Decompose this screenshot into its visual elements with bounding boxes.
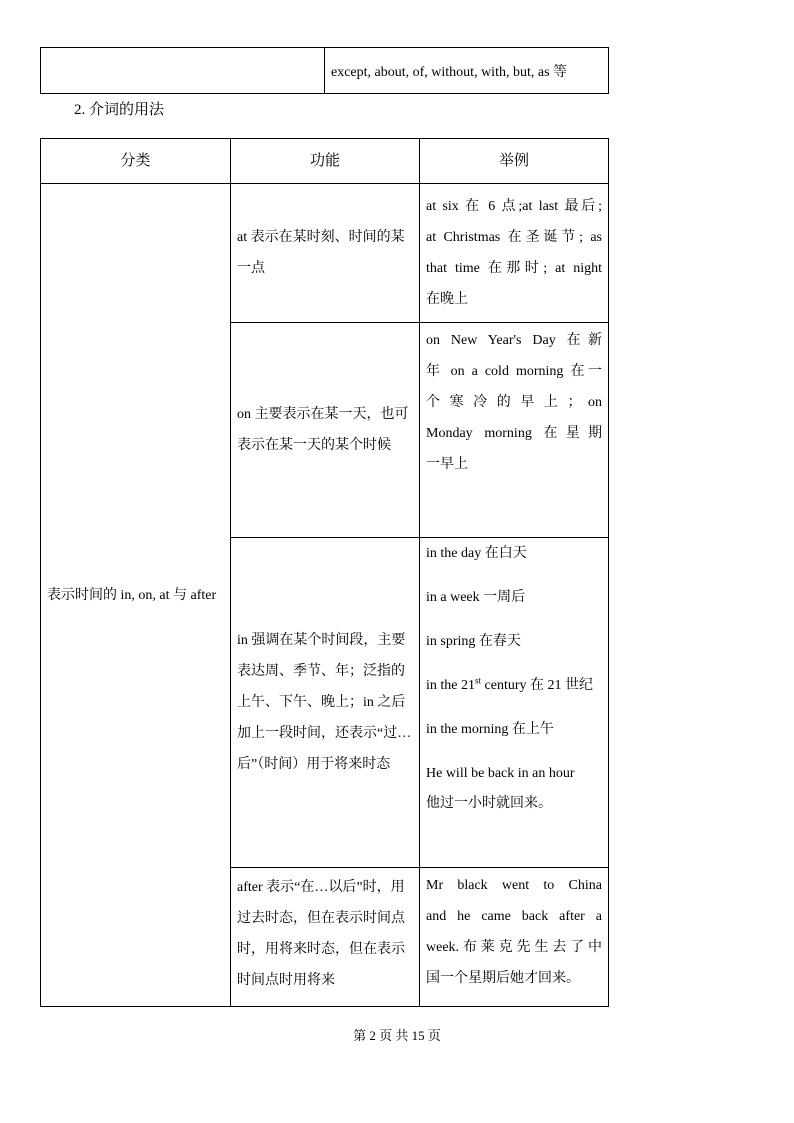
function-text: after 表示“在…以后”时，用过去时态，但在表示时间点时，用将来时态，但在表示时间点时用将来 [237, 880, 405, 988]
table-row [41, 48, 609, 94]
page-footer: 第 2 页 共 15 页 [353, 1028, 441, 1043]
table-header-row [41, 139, 609, 184]
example-line: in the 21st century 在 21 世纪 [426, 675, 593, 693]
example-line: on New Year's Day 在新 [426, 333, 602, 348]
category-cell: 表示时间的 in, on, at 与 after [41, 184, 231, 1007]
function-cell: at 表示在某时刻、时间的某一点 [231, 184, 420, 323]
example-line: Monday morning 在星期 [426, 426, 602, 441]
column-header: 分类 [41, 139, 231, 184]
example-line: at Christmas 在圣诞节; as [426, 230, 602, 245]
example-cell [420, 538, 609, 868]
example-line: 个 寒 冷 的 早 上 ； on [426, 395, 602, 410]
function-cell: on 主要表示在某一天，也可表示在某一天的某个时候 [231, 323, 420, 538]
top-table [40, 47, 609, 94]
example-line: that time 在那时; at night [426, 261, 602, 276]
example-line: 一早上 [426, 457, 468, 472]
example-line: 他过一小时就回来。 [426, 796, 552, 811]
preposition-table [40, 138, 609, 1007]
example-line: in the morning 在上午 [426, 722, 554, 737]
example-line: at six 在 6 点;at last 最后; [426, 199, 602, 214]
table-cell [41, 48, 325, 94]
example-cell [420, 868, 609, 1007]
column-header: 举例 [420, 139, 609, 184]
function-cell: in 强调在某个时间段，主要表达周、季节、年；泛指的上午、下午、晚上；in 之后加上一段时间，还表示“过…后”（时间）用于将来时态 [231, 538, 420, 868]
table-cell: except, about, of, without, with, but, as 等 [325, 48, 609, 94]
example-line: 年 on a cold morning 在一 [426, 364, 602, 379]
example-line: in the day 在白天 [426, 546, 527, 561]
example-line: in a week 一周后 [426, 590, 526, 605]
example-line: He will be back in an hour [426, 766, 575, 781]
example-cell [420, 184, 609, 323]
example-cell [420, 323, 609, 538]
column-header: 功能 [231, 139, 420, 184]
example-line: 国一个星期后她才回来。 [426, 971, 580, 986]
table-row [41, 184, 609, 323]
example-line: in spring 在春天 [426, 634, 521, 649]
function-cell [231, 868, 420, 1007]
section-heading: 2. 介词的用法 [74, 102, 165, 118]
example-line: week.布莱克先生去了中 [426, 940, 602, 955]
example-line: and he came back after a [426, 909, 602, 924]
example-line: Mr black went to China [426, 878, 602, 893]
example-line: 在晚上 [426, 292, 468, 307]
